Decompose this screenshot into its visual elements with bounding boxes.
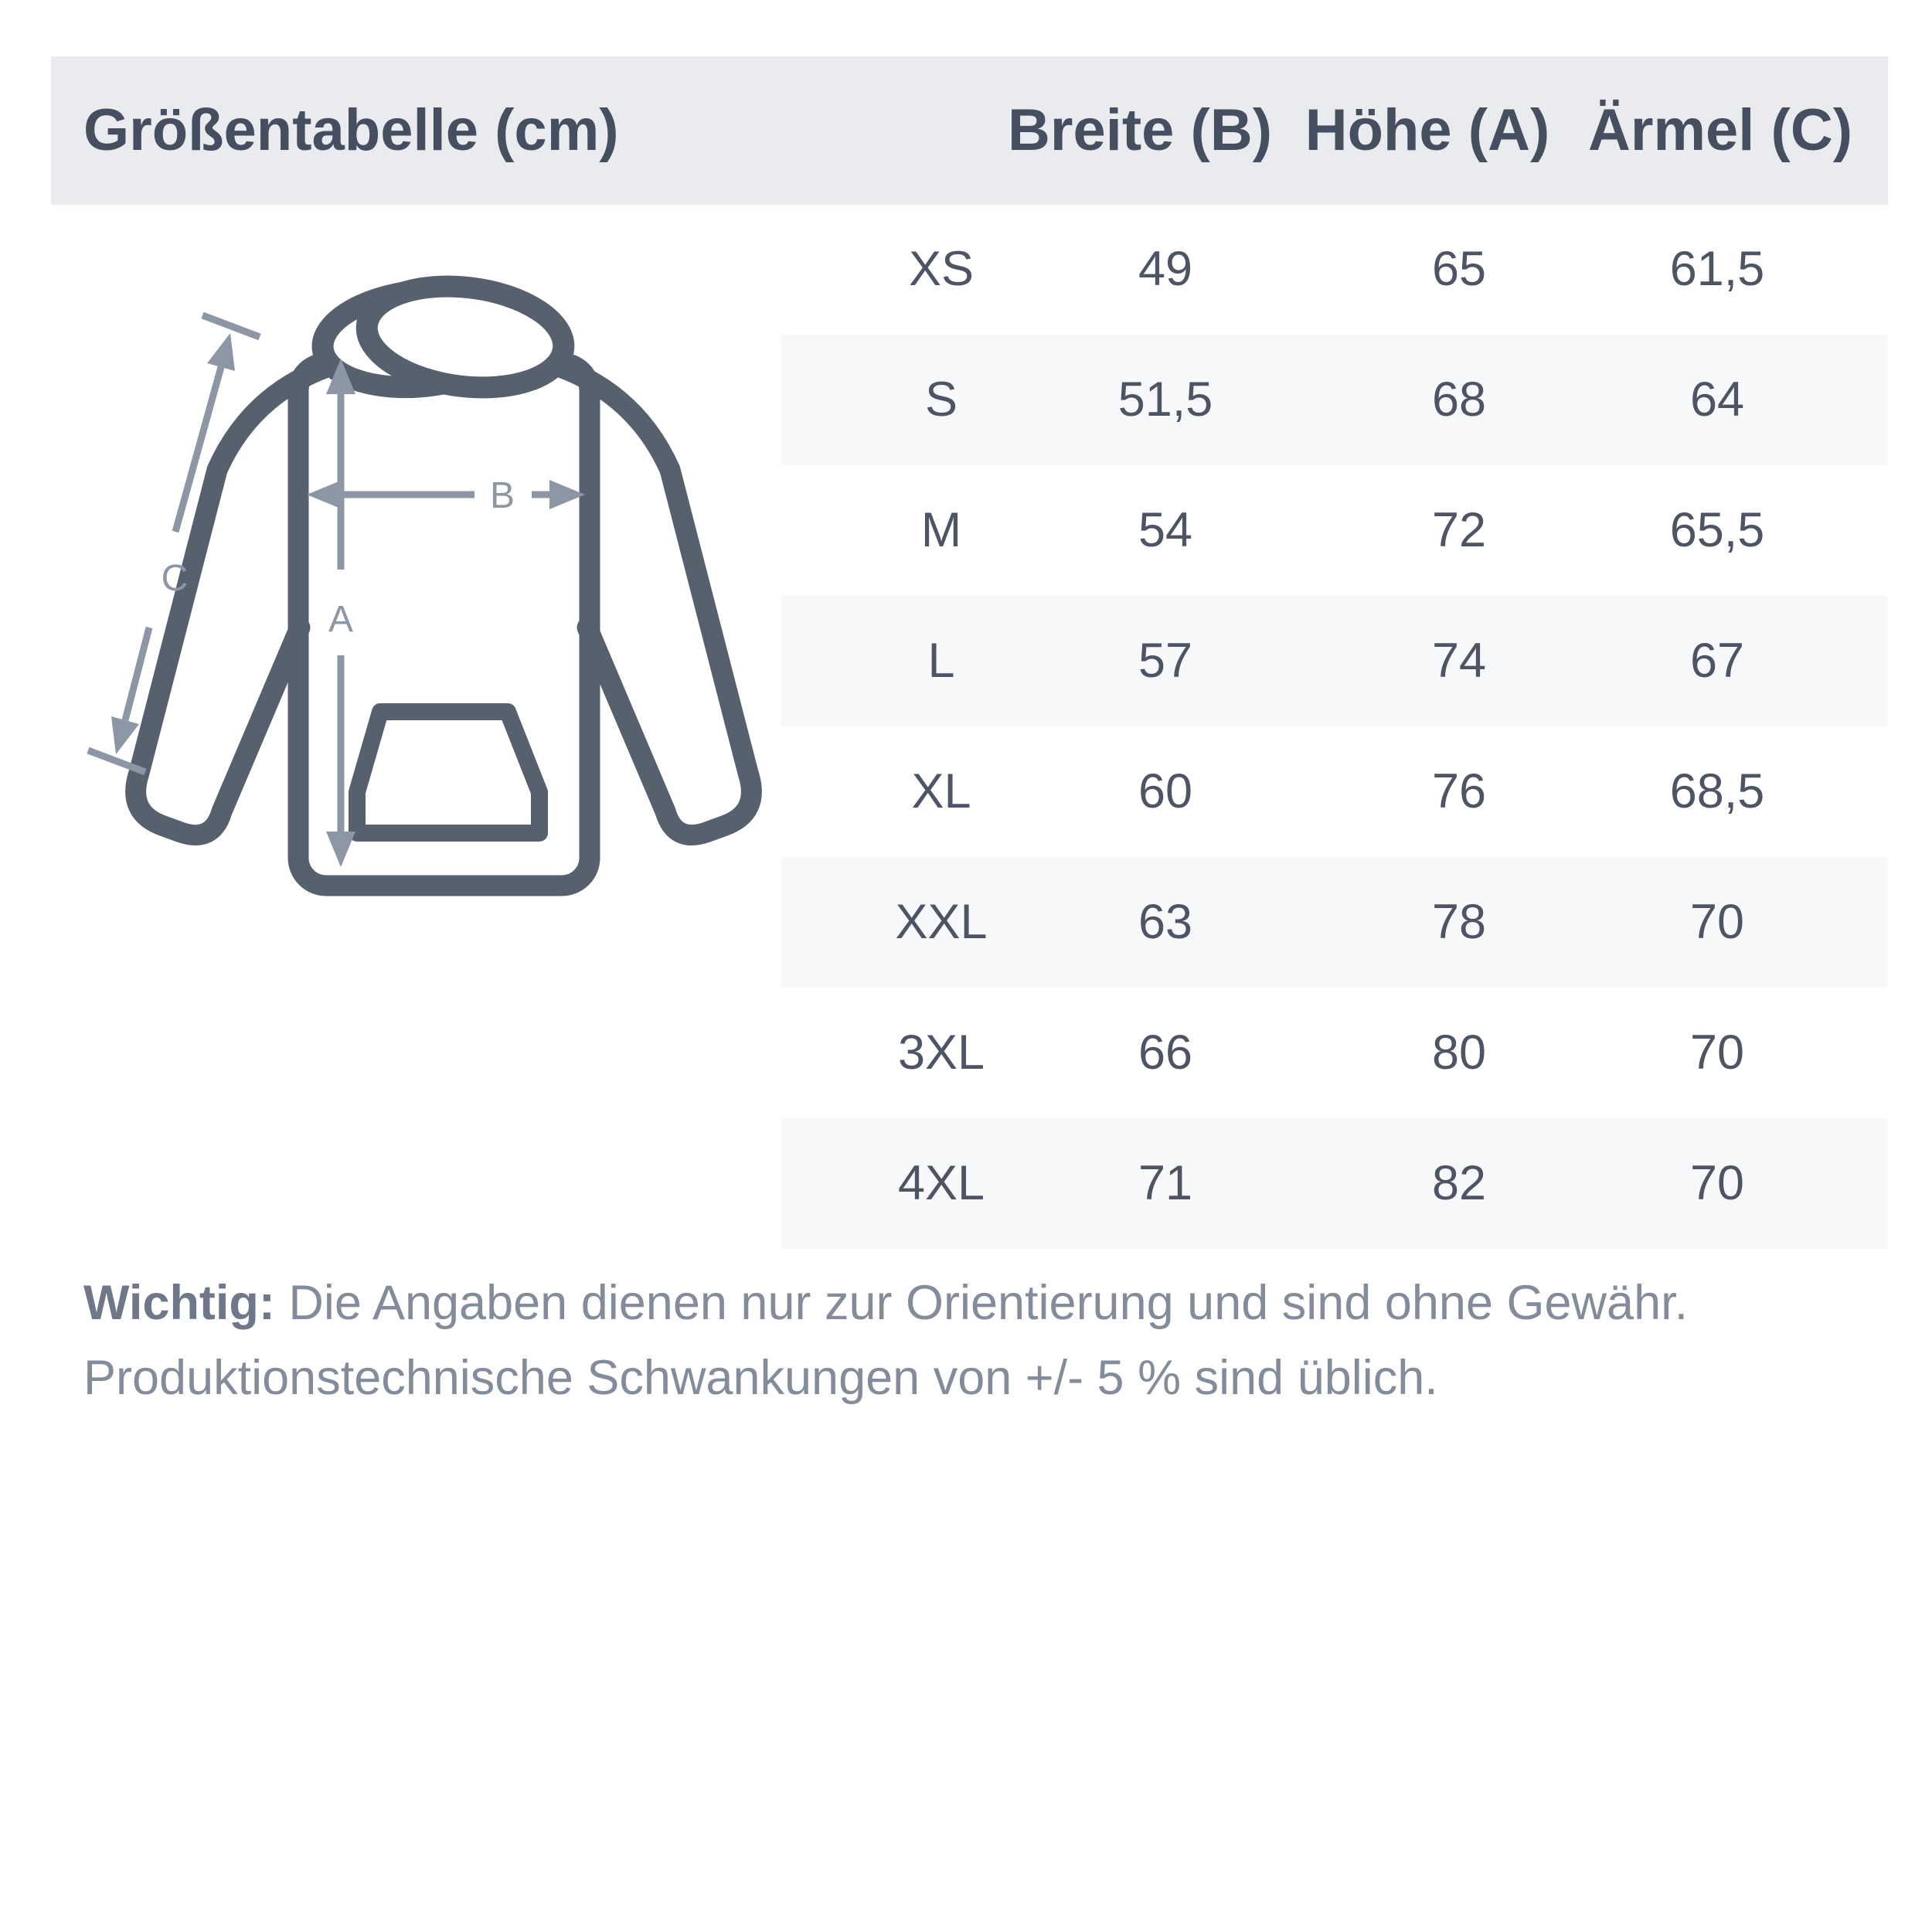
aermel-value: 70 [1689,1026,1745,1080]
arrowhead-c-down [111,716,139,754]
arrowhead-c-up [207,333,235,371]
disclaimer-text-1: Die Angaben dienen nur zur Orientierung und sind ohne Gewähr. [288,1276,1689,1330]
table-row [781,465,1888,596]
hoehe-value: 82 [1431,1156,1487,1210]
measure-label-b: B [489,475,515,516]
size-label: 3XL [897,1026,985,1080]
disclaimer-line-1 [83,1266,1876,1341]
hoehe-value: 68 [1431,372,1487,427]
measure-c-line [125,628,149,720]
hoodie-hood-ring-left [318,281,525,396]
hoodie-pocket [357,712,539,833]
size-label: 4XL [897,1156,985,1210]
breite-value: 51,5 [1117,372,1213,427]
table-row [781,596,1888,726]
aermel-value: 64 [1689,372,1745,427]
breite-value: 57 [1138,634,1193,688]
measure-lines [88,315,552,833]
hoodie-hood-ring-right [361,276,570,398]
hoodie-body [298,363,590,886]
breite-value: 66 [1138,1026,1193,1080]
column-header-aermel: Ärmel (C) [1587,97,1853,163]
size-label: M [920,503,962,557]
table-row [781,335,1888,465]
breite-value: 60 [1138,764,1193,818]
size-label: S [924,372,958,427]
size-chart-title: Größentabelle (cm) [83,97,619,163]
measure-label-c: C [161,558,189,599]
breite-value: 71 [1138,1156,1193,1210]
measure-label-a: A [328,599,354,640]
size-label: XXL [895,895,988,949]
aermel-value: 70 [1689,895,1745,949]
arrowhead-a-down [326,832,355,867]
breite-value: 49 [1138,242,1193,296]
table-row [781,988,1888,1118]
arrowhead-b-left [307,480,342,509]
aermel-value: 61,5 [1669,242,1765,296]
disclaimer [83,1266,1876,1416]
arrowhead-b-right [549,480,585,509]
size-label: L [927,634,955,688]
measure-c-line [175,367,221,532]
size-label: XS [908,242,975,296]
hoehe-value: 76 [1431,764,1487,818]
aermel-value: 65,5 [1669,503,1765,557]
arrowhead-a-up [326,359,355,394]
breite-value: 63 [1138,895,1193,949]
table-row [781,726,1888,857]
table-row [781,1118,1888,1249]
breite-value: 54 [1138,503,1193,557]
aermel-value: 67 [1689,634,1745,688]
column-header-breite: Breite (B) [1007,97,1273,163]
hoehe-value: 80 [1431,1026,1487,1080]
hoehe-value: 72 [1431,503,1487,557]
disclaimer-text-2: Produktionstechnische Schwankungen von +/- 5 % sind üblich. [83,1351,1438,1405]
table-header-band [51,56,1888,205]
size-label: XL [911,764,971,818]
size-table [781,204,1888,1249]
measure-c-tick-bottom [88,750,145,772]
table-row [781,204,1888,335]
aermel-value: 70 [1689,1156,1745,1210]
disclaimer-label: Wichtig: [83,1276,275,1330]
hoehe-value: 74 [1431,634,1487,688]
aermel-value: 68,5 [1669,764,1765,818]
measure-arrowheads [111,333,585,867]
hoodie-right-sleeve [538,360,751,835]
hoodie-left-sleeve [136,360,349,835]
measure-c-tick-top [202,315,260,337]
hoehe-value: 78 [1431,895,1487,949]
column-header-hoehe: Höhe (A) [1304,97,1550,163]
hoehe-value: 65 [1431,242,1487,296]
table-row [781,857,1888,988]
